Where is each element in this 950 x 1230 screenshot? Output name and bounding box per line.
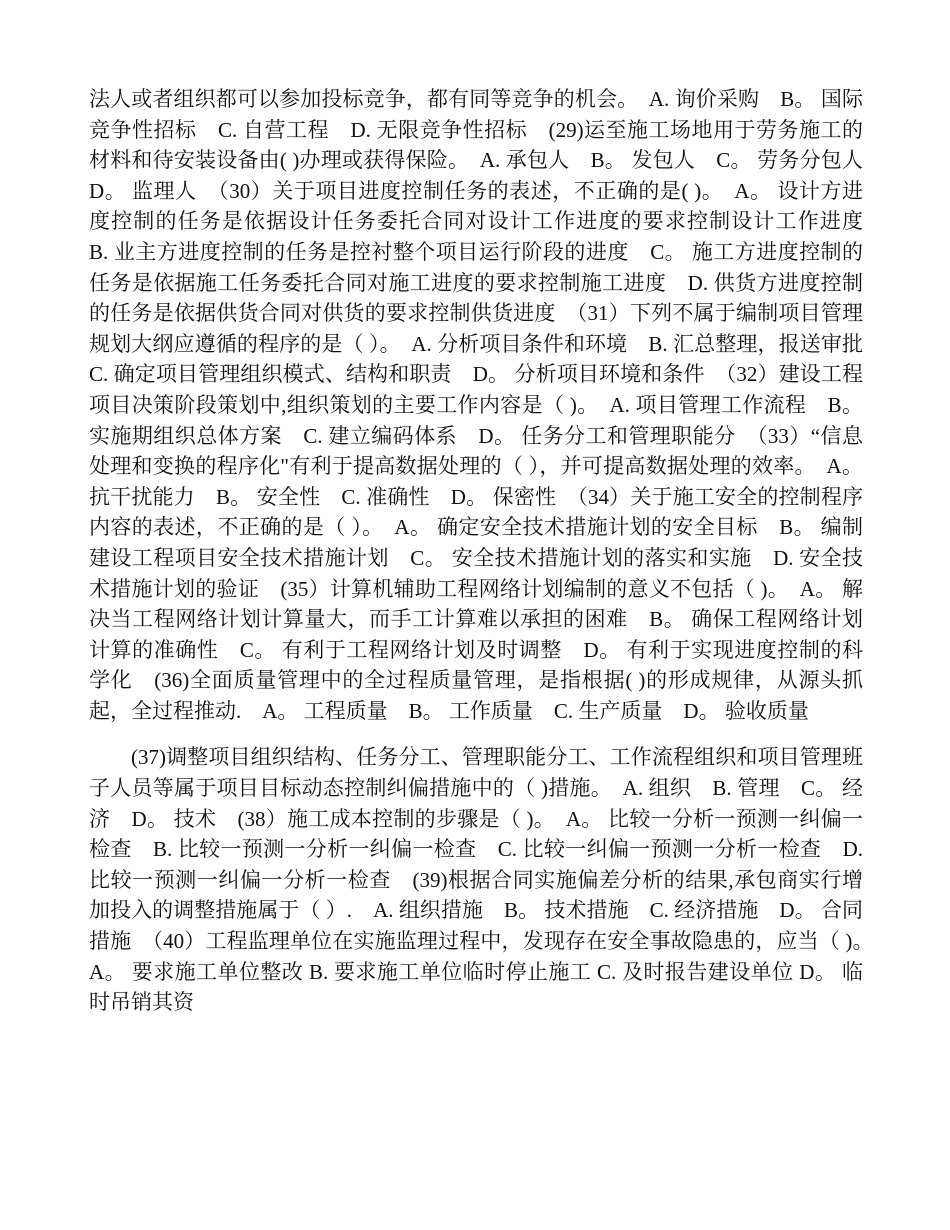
paragraph-questions-28-36: 法人或者组织都可以参加投标竞争，都有同等竞争的机会。 A. 询价采购 B。 国际竞争性招标 C. 自营工程 D. 无限竞争性招标 (29)运至施工场地用于劳务施工的材料和待安装设备由( )办理或获得保险。 A. 承包人 B。 发包人 C。 劳务分包人 D。 监理人 （30）关于项目进度控制任务的表述，不正确的是( )。 A。 设计方进度控制的任务是依据设计任务委托合同对设计工作进度的要求控制设计工作进度 B. 业主方进度控制的任务是控衬整个项目运行阶段的进度 C。 施工方进度控制的任务是依据施工任务委托合同对施工进度的要求控制施工进度 D. 供货方进度控制的任务是依据供货合同对供货的要求控制供货进度 （31）下列不属于编制项目管理规划大纲应遵循的程序的是（ ）。 A. 分析项目条件和环境 B. 汇总整理，报送审批 C. 确定项目管理组织模式、结构和职责 D。 分析项目环境和条件 （32）建设工程项目决策阶段策划中,组织策划的主要工作内容是（ )。 A. 项目管理工作流程 B。 实施期组织总体方案 C. 建立编码体系 D。 任务分工和管理职能分 （33）“信息处理和变换的程序化"有利于提高数据处理的（ ），并可提高数据处理的效率。 A。 抗干扰能力 B。 安全性 C. 准确性 D。 保密性 （34）关于施工安全的控制程序内容的表述，不正确的是（ ）。 A。 确定安全技术措施计划的安全目标 B。 编制建设工程项目安全技术措施计划 C。 安全技术措施计划的落实和实施 D. 安全技术措施计划的验证 (35）计算机辅助工程网络计划编制的意义不包括（ )。 A。 解决当工程网络计划计算量大，而手工计算难以承担的困难 B。 确保工程网络计划计算的准确性 C。 有利于工程网络计划及时调整 D。 有利于实现进度控制的科学化 (36)全面质量管理中的全过程质量管理，是指根据( )的形成规律，从源头抓起，全过程推动. A。 工程质量 B。 工作质量 C. 生产质量 D。 验收质量 bbox=[89, 87, 884, 723]
document-page bbox=[89, 84, 884, 1018]
paragraph-questions-37-40: (37)调整项目组织结构、任务分工、管理职能分工、工作流程组织和项目管理班子人员等属于项目目标动态控制纠偏措施中的（ )措施。 A. 组织 B. 管理 C。 经济 D。 技术 (38）施工成本控制的步骤是（ )。 A。 比较一分析一预测一纠偏一检查 B. 比较一预测一分析一纠偏一检查 C. 比较一纠偏一预测一分析一检查 D. 比较一预测一纠偏一分析一检查 (39)根据合同实施偏差分析的结果,承包商实行增加投入的调整措施属于（ ）. A. 组织措施 B。 技术措施 C. 经济措施 D。 合同措施 （40）工程监理单位在实施监理过程中，发现存在安全事故隐患的，应当（ )。 A。 要求施工单位整改 B. 要求施工单位临时停止施工 C. 及时报告建设单位 D。 临时吊销其资 bbox=[89, 745, 884, 1015]
